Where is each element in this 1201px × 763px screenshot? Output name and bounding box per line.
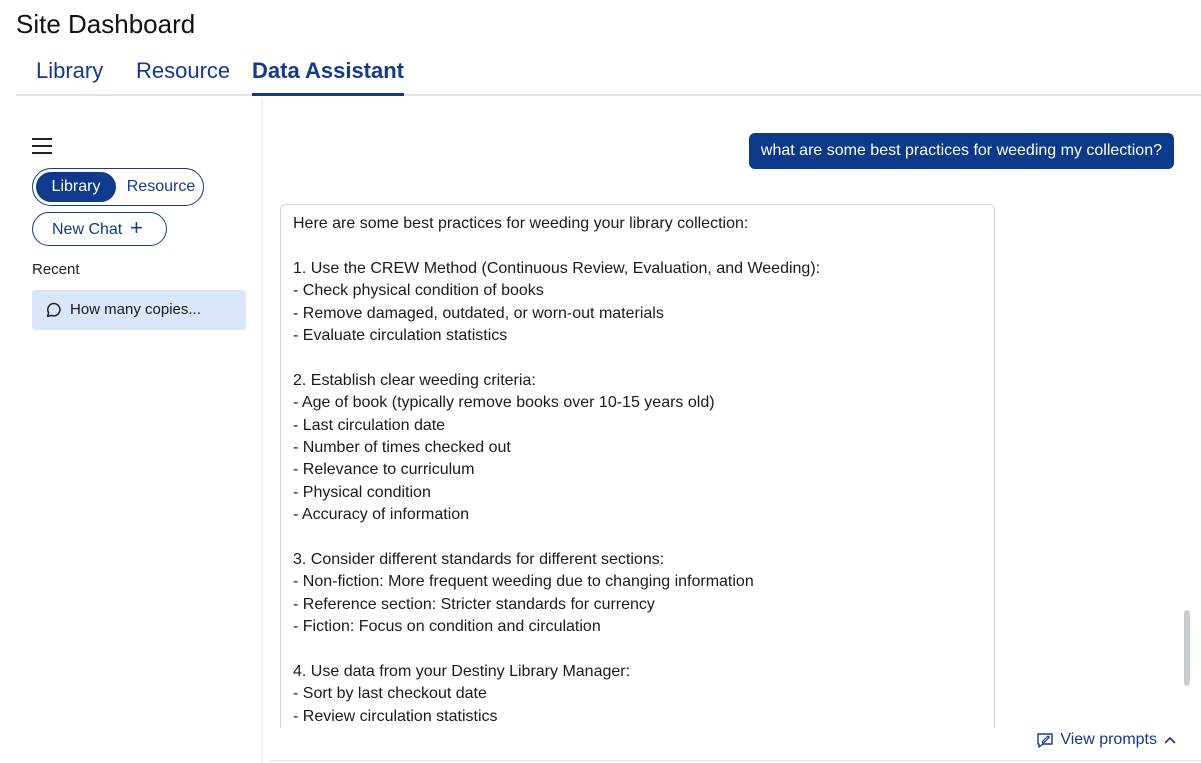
library-resource-toggle bbox=[32, 168, 204, 206]
response-line: - Last circulation date bbox=[293, 416, 446, 434]
response-line bbox=[293, 235, 982, 257]
new-chat-button[interactable] bbox=[32, 212, 167, 246]
response-line: Here are some best practices for weeding your library collection: bbox=[293, 215, 749, 232]
edit-note-icon bbox=[1036, 731, 1054, 749]
assistant-response bbox=[280, 204, 995, 734]
response-line bbox=[293, 527, 982, 549]
view-prompts-label: View prompts bbox=[1060, 731, 1157, 748]
response-line: 3. Consider different standards for different sections: bbox=[293, 551, 665, 569]
response-line: - Remove damaged, outdated, or worn-out materials bbox=[293, 304, 664, 322]
chevron-up-icon bbox=[1163, 733, 1177, 747]
tab-resource[interactable]: Resource bbox=[136, 58, 231, 83]
response-line bbox=[293, 347, 982, 369]
tab-library[interactable]: Library bbox=[36, 58, 104, 83]
recent-chat-label: How many copies... bbox=[70, 301, 201, 318]
response-line: 4. Use data from your Destiny Library Manager: bbox=[293, 663, 631, 681]
recent-chat-item[interactable] bbox=[32, 290, 246, 330]
toggle-library[interactable]: Library bbox=[36, 172, 116, 202]
response-line: - Review circulation statistics bbox=[293, 707, 498, 725]
response-line: - Relevance to curriculum bbox=[293, 461, 475, 479]
response-line: - Physical condition bbox=[293, 483, 431, 501]
response-line: - Sort by last checkout date bbox=[293, 685, 487, 703]
new-chat-label: New Chat bbox=[52, 221, 123, 238]
chat-bubble-icon bbox=[46, 302, 62, 318]
response-line: - Reference section: Stricter standards for currency bbox=[293, 595, 655, 613]
hamburger-menu-icon[interactable] bbox=[32, 138, 52, 154]
prompt-bar bbox=[270, 728, 1201, 761]
response-line: - Evaluate circulation statistics bbox=[293, 327, 508, 345]
response-line: 2. Establish clear weeding criteria: bbox=[293, 371, 536, 389]
chat-area bbox=[265, 98, 1201, 763]
tab-bar bbox=[16, 52, 1201, 96]
response-line: - Fiction: Focus on condition and circulation bbox=[293, 618, 601, 636]
scrollbar-thumb[interactable] bbox=[1184, 610, 1190, 686]
toggle-resource[interactable]: Resource bbox=[126, 178, 196, 195]
response-line: - Check physical condition of books bbox=[293, 282, 544, 300]
recent-label: Recent bbox=[32, 261, 80, 278]
response-line: - Non-fiction: More frequent weeding due to changing information bbox=[293, 573, 754, 591]
view-prompts-button[interactable] bbox=[1036, 731, 1177, 749]
sidebar bbox=[16, 98, 263, 763]
user-message-bubble: what are some best practices for weeding my collection? bbox=[749, 133, 1174, 169]
response-line: - Age of book (typically remove books over 10-15 years old) bbox=[293, 394, 715, 412]
response-line: 1. Use the CREW Method (Continuous Review, Evaluation, and Weeding): bbox=[293, 259, 821, 277]
plus-icon: + bbox=[130, 215, 143, 240]
page-title: Site Dashboard bbox=[16, 9, 196, 39]
tab-data-assistant[interactable]: Data Assistant bbox=[252, 58, 404, 94]
response-line: - Number of times checked out bbox=[293, 439, 511, 457]
response-line bbox=[293, 639, 982, 661]
response-line: - Accuracy of information bbox=[293, 506, 470, 524]
